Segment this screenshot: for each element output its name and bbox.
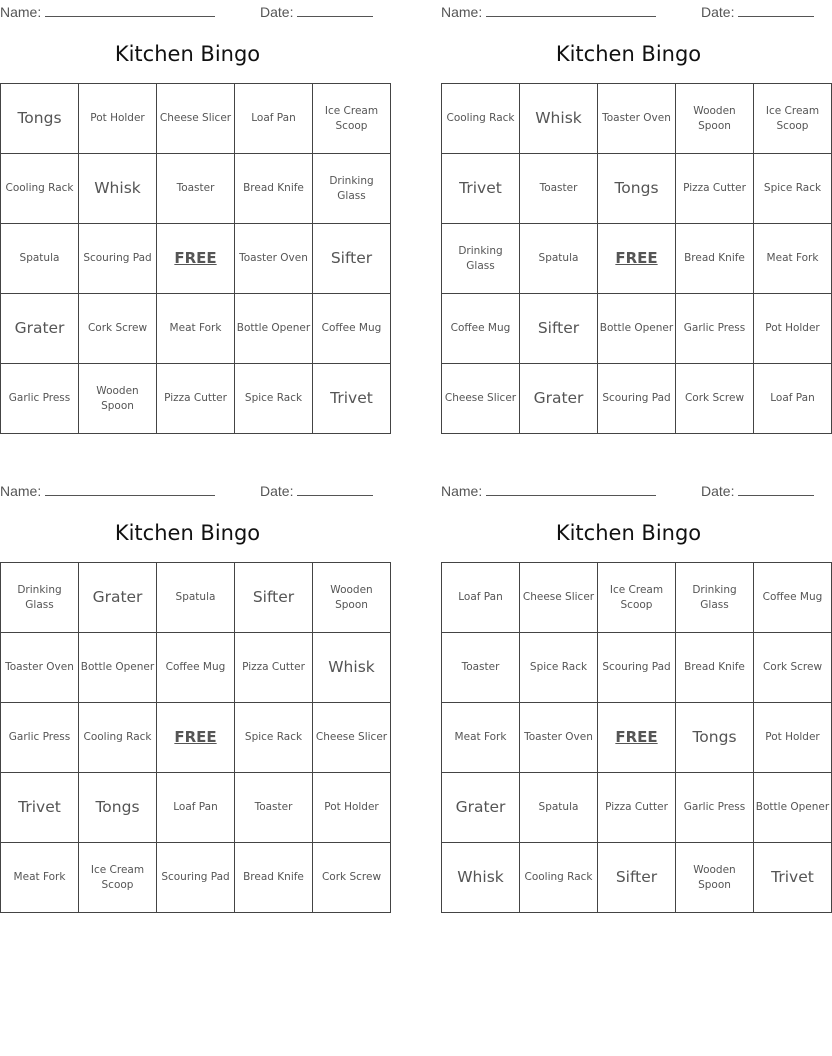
date-field bbox=[260, 2, 373, 20]
name-line bbox=[486, 2, 656, 17]
bingo-row bbox=[442, 224, 832, 294]
card-title: Kitchen Bingo bbox=[114, 521, 261, 545]
bingo-cell: Spatula bbox=[157, 563, 235, 633]
bingo-cell: Tongs bbox=[676, 703, 754, 773]
date-field bbox=[260, 481, 373, 499]
bingo-cell: Pot Holder bbox=[754, 703, 832, 773]
bingo-cell: Cheese Slicer bbox=[157, 84, 235, 154]
bingo-cell: Cheese Slicer bbox=[520, 563, 598, 633]
date-line bbox=[738, 481, 814, 496]
bingo-row bbox=[1, 364, 391, 434]
bingo-cell: Ice Cream Scoop bbox=[79, 843, 157, 913]
bingo-cell: Tongs bbox=[598, 154, 676, 224]
bingo-cell: Cork Screw bbox=[754, 633, 832, 703]
name-date-bar bbox=[441, 2, 816, 20]
bingo-cell: Drinking Glass bbox=[1, 563, 79, 633]
bingo-row bbox=[1, 633, 391, 703]
bingo-cell: Drinking Glass bbox=[313, 154, 391, 224]
bingo-cell: Bottle Opener bbox=[79, 633, 157, 703]
bingo-cell: Bottle Opener bbox=[235, 294, 313, 364]
date-label: Date: bbox=[260, 483, 294, 499]
bingo-cell: Sifter bbox=[598, 843, 676, 913]
bingo-cell: Wooden Spoon bbox=[676, 843, 754, 913]
bingo-cell: Scouring Pad bbox=[598, 364, 676, 434]
bingo-cell: Pizza Cutter bbox=[598, 773, 676, 843]
bingo-cell: Garlic Press bbox=[676, 294, 754, 364]
bingo-cell: Grater bbox=[520, 364, 598, 434]
bingo-cell: Cork Screw bbox=[313, 843, 391, 913]
bingo-cell: Grater bbox=[79, 563, 157, 633]
bingo-cell: Cork Screw bbox=[676, 364, 754, 434]
bingo-cell: Wooden Spoon bbox=[313, 563, 391, 633]
bingo-cell: Toaster bbox=[157, 154, 235, 224]
bingo-row bbox=[1, 294, 391, 364]
name-label: Name: bbox=[441, 4, 483, 20]
date-label: Date: bbox=[701, 4, 735, 20]
bingo-cell: Spice Rack bbox=[235, 703, 313, 773]
name-date-bar bbox=[0, 481, 375, 499]
bingo-cell: Garlic Press bbox=[1, 364, 79, 434]
bingo-cell: Drinking Glass bbox=[676, 563, 754, 633]
bingo-row bbox=[442, 364, 832, 434]
bingo-cell: Spice Rack bbox=[754, 154, 832, 224]
bingo-cell: Tongs bbox=[79, 773, 157, 843]
bingo-row bbox=[1, 224, 391, 294]
card-title: Kitchen Bingo bbox=[555, 42, 702, 66]
bingo-cell: Bread Knife bbox=[235, 843, 313, 913]
bingo-row bbox=[442, 703, 832, 773]
bingo-cell: Whisk bbox=[442, 843, 520, 913]
bingo-cell: Scouring Pad bbox=[79, 224, 157, 294]
bingo-row bbox=[442, 633, 832, 703]
card-title: Kitchen Bingo bbox=[114, 42, 261, 66]
bingo-cell: Spice Rack bbox=[520, 633, 598, 703]
free-space: FREE bbox=[157, 224, 235, 294]
bingo-cell: Scouring Pad bbox=[598, 633, 676, 703]
bingo-cell: Cooling Rack bbox=[79, 703, 157, 773]
date-label: Date: bbox=[701, 483, 735, 499]
bingo-cell: Trivet bbox=[313, 364, 391, 434]
bingo-cell: Spatula bbox=[1, 224, 79, 294]
bingo-cell: Ice Cream Scoop bbox=[313, 84, 391, 154]
bingo-cell: Sifter bbox=[313, 224, 391, 294]
bingo-cell: Coffee Mug bbox=[442, 294, 520, 364]
bingo-cell: Ice Cream Scoop bbox=[598, 563, 676, 633]
bingo-row bbox=[1, 843, 391, 913]
bingo-cell: Garlic Press bbox=[676, 773, 754, 843]
bingo-cell: Grater bbox=[442, 773, 520, 843]
bingo-cell: Meat Fork bbox=[157, 294, 235, 364]
bingo-cell: Pot Holder bbox=[754, 294, 832, 364]
bingo-row bbox=[1, 773, 391, 843]
name-field bbox=[441, 2, 656, 20]
bingo-row bbox=[1, 563, 391, 633]
free-space: FREE bbox=[598, 703, 676, 773]
bingo-cell: Loaf Pan bbox=[442, 563, 520, 633]
bingo-cell: Cheese Slicer bbox=[313, 703, 391, 773]
bingo-cell: Wooden Spoon bbox=[79, 364, 157, 434]
bingo-row bbox=[442, 843, 832, 913]
bingo-cell: Spatula bbox=[520, 224, 598, 294]
date-line bbox=[297, 481, 373, 496]
bingo-row bbox=[1, 84, 391, 154]
bingo-row bbox=[1, 154, 391, 224]
bingo-cell: Bottle Opener bbox=[754, 773, 832, 843]
bingo-cell: Whisk bbox=[520, 84, 598, 154]
bingo-cell: Meat Fork bbox=[442, 703, 520, 773]
name-field bbox=[441, 481, 656, 499]
bingo-cell: Scouring Pad bbox=[157, 843, 235, 913]
bingo-cell: Spice Rack bbox=[235, 364, 313, 434]
name-date-bar bbox=[0, 2, 375, 20]
date-field bbox=[701, 481, 814, 499]
bingo-cell: Trivet bbox=[442, 154, 520, 224]
bingo-cell: Loaf Pan bbox=[157, 773, 235, 843]
bingo-cell: Toaster Oven bbox=[235, 224, 313, 294]
bingo-cell: Bread Knife bbox=[235, 154, 313, 224]
bingo-cell: Bread Knife bbox=[676, 224, 754, 294]
name-field bbox=[0, 481, 215, 499]
bingo-cell: Whisk bbox=[313, 633, 391, 703]
bingo-grid bbox=[441, 83, 832, 434]
date-line bbox=[297, 2, 373, 17]
bingo-cell: Toaster Oven bbox=[598, 84, 676, 154]
bingo-cell: Whisk bbox=[79, 154, 157, 224]
bingo-cell: Pot Holder bbox=[79, 84, 157, 154]
date-field bbox=[701, 2, 814, 20]
card-title: Kitchen Bingo bbox=[555, 521, 702, 545]
bingo-cell: Pizza Cutter bbox=[235, 633, 313, 703]
name-label: Name: bbox=[441, 483, 483, 499]
bingo-cell: Grater bbox=[1, 294, 79, 364]
bingo-grid bbox=[441, 562, 832, 913]
bingo-cell: Loaf Pan bbox=[235, 84, 313, 154]
bingo-grid bbox=[0, 562, 391, 913]
bingo-grid bbox=[0, 83, 391, 434]
bingo-row bbox=[442, 294, 832, 364]
bingo-cell: Sifter bbox=[235, 563, 313, 633]
bingo-cell: Tongs bbox=[1, 84, 79, 154]
name-date-bar bbox=[441, 481, 816, 499]
bingo-cell: Loaf Pan bbox=[754, 364, 832, 434]
bingo-cell: Trivet bbox=[1, 773, 79, 843]
free-space: FREE bbox=[157, 703, 235, 773]
bingo-cell: Pizza Cutter bbox=[676, 154, 754, 224]
bingo-cell: Toaster bbox=[442, 633, 520, 703]
bingo-cell: Cooling Rack bbox=[442, 84, 520, 154]
bingo-cell: Drinking Glass bbox=[442, 224, 520, 294]
name-line bbox=[45, 481, 215, 496]
bingo-cell: Ice Cream Scoop bbox=[754, 84, 832, 154]
name-line bbox=[486, 481, 656, 496]
bingo-row bbox=[442, 154, 832, 224]
name-label: Name: bbox=[0, 483, 42, 499]
bingo-cell: Coffee Mug bbox=[313, 294, 391, 364]
bingo-cell: Coffee Mug bbox=[754, 563, 832, 633]
bingo-cell: Spatula bbox=[520, 773, 598, 843]
bingo-cell: Bread Knife bbox=[676, 633, 754, 703]
bingo-cell: Toaster Oven bbox=[520, 703, 598, 773]
bingo-cell: Toaster bbox=[235, 773, 313, 843]
bingo-cell: Pizza Cutter bbox=[157, 364, 235, 434]
bingo-cell: Cheese Slicer bbox=[442, 364, 520, 434]
name-line bbox=[45, 2, 215, 17]
name-field bbox=[0, 2, 215, 20]
bingo-cell: Toaster Oven bbox=[1, 633, 79, 703]
bingo-cell: Toaster bbox=[520, 154, 598, 224]
bingo-cell: Meat Fork bbox=[754, 224, 832, 294]
bingo-cell: Wooden Spoon bbox=[676, 84, 754, 154]
bingo-cell: Pot Holder bbox=[313, 773, 391, 843]
bingo-cell: Meat Fork bbox=[1, 843, 79, 913]
date-label: Date: bbox=[260, 4, 294, 20]
bingo-cell: Garlic Press bbox=[1, 703, 79, 773]
bingo-cell: Coffee Mug bbox=[157, 633, 235, 703]
bingo-cell: Sifter bbox=[520, 294, 598, 364]
bingo-cell: Bottle Opener bbox=[598, 294, 676, 364]
bingo-row bbox=[442, 563, 832, 633]
bingo-cell: Trivet bbox=[754, 843, 832, 913]
bingo-row bbox=[1, 703, 391, 773]
bingo-row bbox=[442, 773, 832, 843]
bingo-row bbox=[442, 84, 832, 154]
bingo-cell: Cooling Rack bbox=[520, 843, 598, 913]
free-space: FREE bbox=[598, 224, 676, 294]
name-label: Name: bbox=[0, 4, 42, 20]
bingo-cell: Cooling Rack bbox=[1, 154, 79, 224]
bingo-cell: Cork Screw bbox=[79, 294, 157, 364]
date-line bbox=[738, 2, 814, 17]
